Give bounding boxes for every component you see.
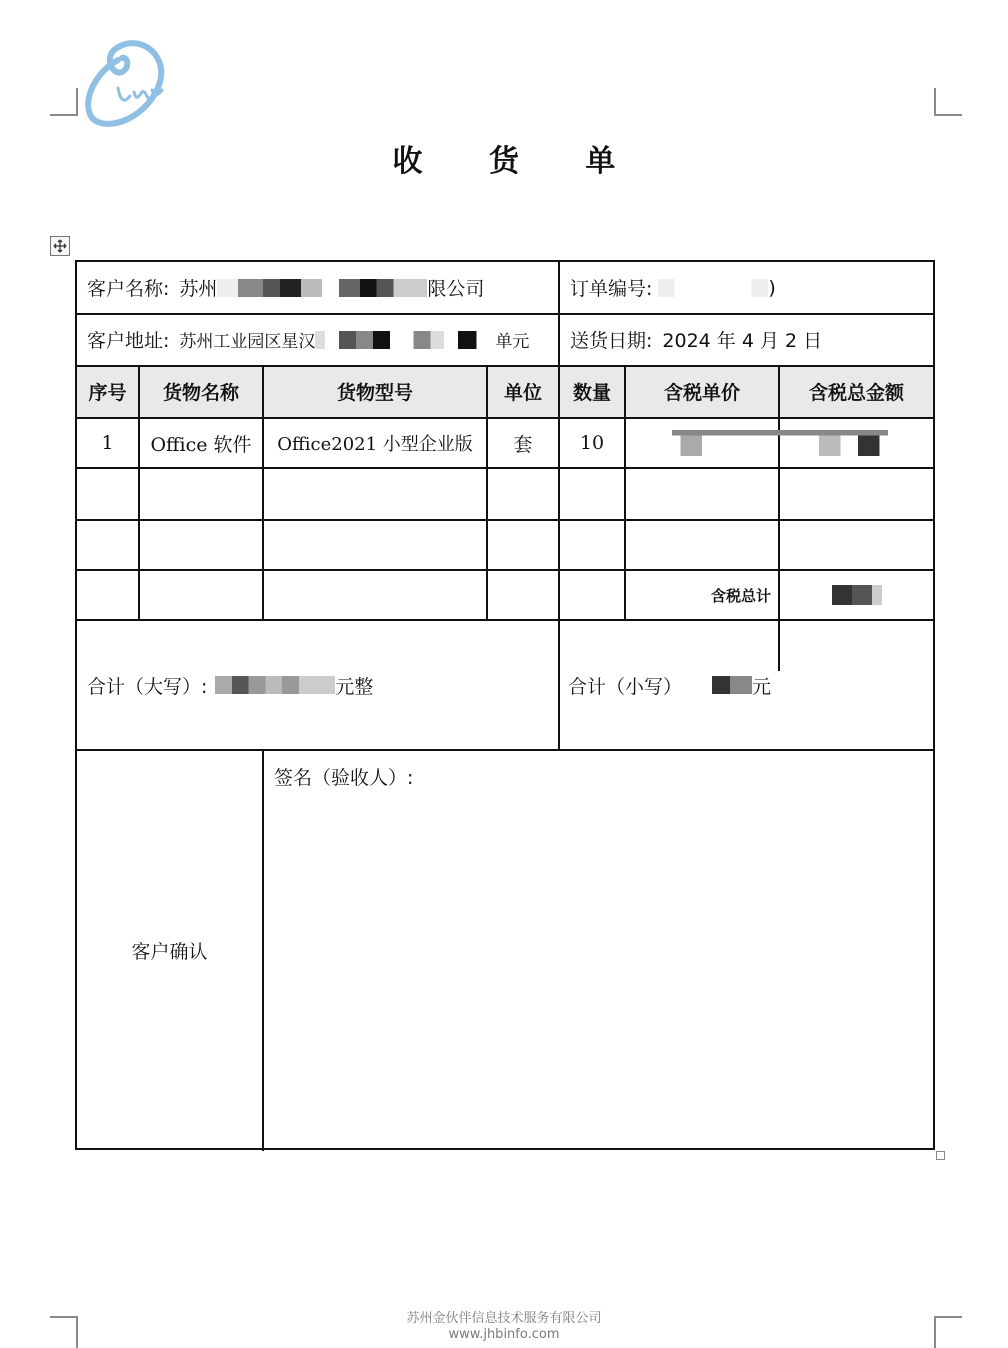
- row-price-redacted: [626, 419, 933, 467]
- redacted-block: [315, 331, 485, 349]
- tax-total-value[interactable]: [780, 571, 933, 619]
- header-name: 货物名称: [162, 382, 239, 404]
- header-unit: 单位: [503, 382, 542, 404]
- footer-website: www.jhbinfo.com: [448, 1327, 560, 1342]
- page-corner-mark: [50, 88, 78, 116]
- row-model[interactable]: Office2021 小型企业版: [277, 434, 473, 455]
- customer-confirm-label: 客户确认: [131, 940, 208, 963]
- table-row-empty[interactable]: [77, 469, 933, 519]
- customer-name-field[interactable]: 客户名称: 苏州 限公司: [87, 278, 485, 300]
- total-lower-field[interactable]: 合计（小写） 元: [568, 675, 772, 698]
- header-no: 序号: [88, 382, 127, 404]
- row-no[interactable]: 1: [101, 432, 114, 454]
- table-row-empty[interactable]: [77, 521, 933, 569]
- table-move-handle[interactable]: [50, 236, 70, 256]
- customer-address-field[interactable]: 客户地址: 苏州工业园区星汉 单元: [87, 330, 530, 352]
- redacted-block: [215, 676, 335, 694]
- row-unit[interactable]: 套: [513, 433, 533, 456]
- total-upper-field[interactable]: 合计（大写）: 元整: [87, 675, 374, 698]
- redacted-block: [712, 676, 752, 694]
- signature-label: 签名（验收人）:: [274, 766, 414, 789]
- redacted-block: [832, 585, 882, 605]
- delivery-date-field[interactable]: 送货日期: 2024 年 4 月 2 日: [570, 330, 823, 352]
- row-name[interactable]: Office 软件: [150, 433, 252, 456]
- page-title: 收 货 单: [392, 144, 644, 179]
- row-qty[interactable]: 10: [579, 432, 605, 454]
- redacted-block: [658, 279, 768, 297]
- order-number-field[interactable]: 订单编号: ): [570, 276, 776, 300]
- redacted-block: [672, 430, 888, 456]
- footer-company: 苏州金伙伴信息技术服务有限公司: [406, 1311, 602, 1326]
- page-corner-mark: [934, 88, 962, 116]
- move-icon: [53, 239, 67, 253]
- header-unit-price: 含税单价: [663, 382, 740, 404]
- tax-total-label: 含税总计: [710, 586, 771, 605]
- header-qty: 数量: [572, 382, 611, 404]
- redacted-block: [217, 279, 427, 297]
- header-model: 货物型号: [336, 382, 413, 404]
- delivery-form-table: [75, 260, 935, 1150]
- table-resize-handle[interactable]: [936, 1151, 945, 1160]
- signature-area[interactable]: [264, 801, 933, 1149]
- header-total-amount: 含税总金额: [808, 382, 904, 404]
- company-logo: [78, 30, 178, 130]
